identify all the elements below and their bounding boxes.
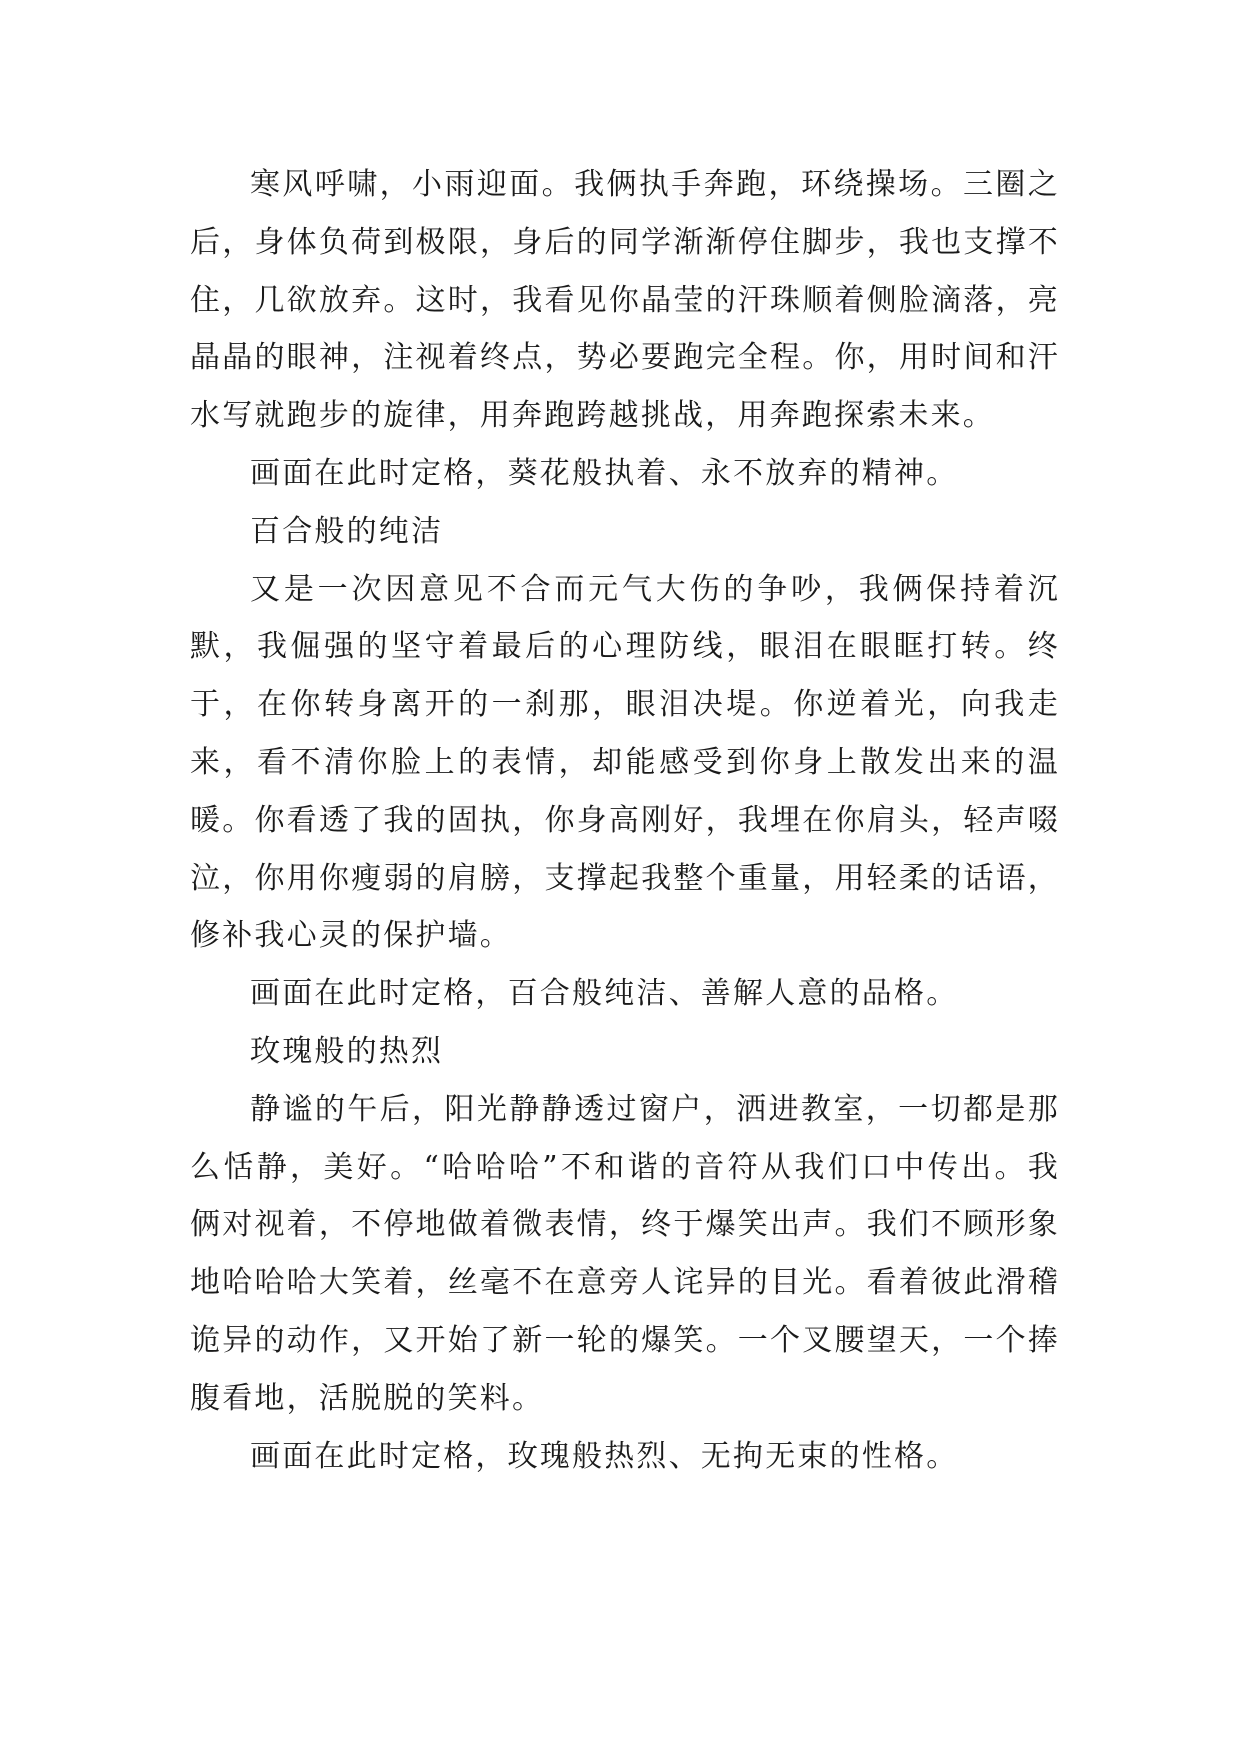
paragraph-rose-conclusion: 画面在此时定格，玫瑰般热烈、无拘无束的性格。 [250,1438,959,1474]
paragraph-sunflower-conclusion: 画面在此时定格，葵花般执着、永不放弃的精神。 [250,455,959,491]
paragraph-lily-conclusion: 画面在此时定格，百合般纯洁、善解人意的品格。 [250,976,959,1012]
paragraph-quarrel: 又是一次因意见不合而元气大伤的争吵，我俩保持着沉默，我倔强的坚守着最后的心理防线，眼泪在眼眶打转。终于，在你转身离开的一刹那，眼泪决堤。你逆着光，向我走来，看不清你脸上的表情，却能感受到你身上散发出来的温暖。你看透了我的固执，你身高刚好，我埋在你肩头，轻声啜泣，你用你瘦弱的肩膀，支撑起我整个重量，用轻柔的话语，修补我心灵的保护墙。 [190,571,1060,954]
document-body [190,156,1060,1485]
section-heading-lily: 百合般的纯洁 [250,513,444,549]
paragraph-laughter: 静谧的午后，阳光静静透过窗户，洒进教室，一切都是那么恬静，美好。“哈哈哈”不和谐的音符从我们口中传出。我俩对视着，不停地做着微表情，终于爆笑出声。我们不顾形象地哈哈哈大笑着，丝毫不在意旁人诧异的目光。看着彼此滑稽诡异的动作，又开始了新一轮的爆笑。一个叉腰望天，一个捧腹看地，活脱脱的笑料。 [190,1091,1060,1416]
paragraph-running: 寒风呼啸，小雨迎面。我俩执手奔跑，环绕操场。三圈之后，身体负荷到极限，身后的同学渐渐停住脚步，我也支撑不住，几欲放弃。这时，我看见你晶莹的汗珠顺着侧脸滴落，亮晶晶的眼神，注视着终点，势必要跑完全程。你，用时间和汗水写就跑步的旋律，用奔跑跨越挑战，用奔跑探索未来。 [190,167,1060,434]
section-heading-rose: 玫瑰般的热烈 [250,1033,444,1069]
